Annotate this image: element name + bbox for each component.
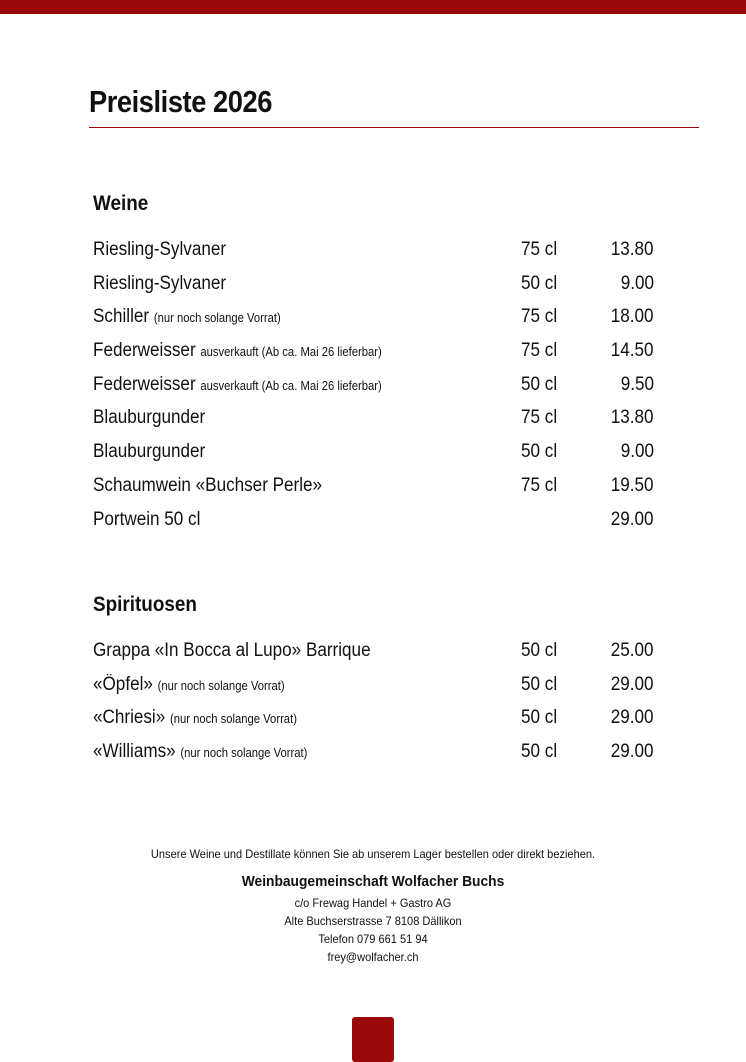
item-volume: 50 cl xyxy=(521,673,558,695)
item-name-text: Federweisser xyxy=(93,373,196,395)
item-name xyxy=(93,273,226,295)
price-row xyxy=(93,475,663,509)
footer-street-line: Alte Buchserstrasse 7 8108 Dällikon xyxy=(284,914,462,928)
item-note: (nur noch solange Vorrat) xyxy=(180,746,308,761)
item-name xyxy=(93,340,382,362)
price-row xyxy=(93,707,663,741)
item-name xyxy=(93,306,281,328)
price-row xyxy=(93,273,663,307)
item-name xyxy=(93,475,322,497)
item-name xyxy=(93,640,371,662)
item-note: (nur noch solange Vorrat) xyxy=(169,712,297,727)
item-volume: 50 cl xyxy=(521,373,558,395)
item-name-text: Schiller xyxy=(93,306,150,328)
item-volume: 50 cl xyxy=(521,640,558,661)
footer-company: Weinbaugemeinschaft Wolfacher Buchs xyxy=(241,873,505,890)
item-price: 14.50 xyxy=(611,340,654,362)
item-note: ausverkauft (Ab ca. Mai 26 lieferbar) xyxy=(200,378,382,393)
price-row xyxy=(93,239,663,273)
item-name xyxy=(93,509,200,531)
item-price: 19.50 xyxy=(611,474,654,496)
price-row xyxy=(93,340,663,374)
item-note: (nur noch solange Vorrat) xyxy=(153,311,281,326)
item-volume: 50 cl xyxy=(521,272,558,294)
price-row xyxy=(93,306,663,340)
item-note: ausverkauft (Ab ca. Mai 26 lieferbar) xyxy=(200,345,382,360)
price-row xyxy=(93,640,663,674)
item-price: 29.00 xyxy=(611,741,654,763)
footer-note: Unsere Weine und Destillate können Sie ab unserem Lager bestellen oder direkt beziehen. xyxy=(150,847,596,861)
price-row xyxy=(93,407,663,441)
item-name-text: Riesling-Sylvaner xyxy=(93,239,227,260)
item-price: 13.80 xyxy=(611,407,654,429)
item-price: 29.00 xyxy=(611,508,654,530)
footer-phone: Telefon 079 661 51 94 xyxy=(318,932,428,946)
item-name-text: Schaumwein «Buchser Perle» xyxy=(93,474,323,496)
top-accent-bar xyxy=(0,0,746,14)
item-name xyxy=(93,441,205,463)
item-name-text: Riesling-Sylvaner xyxy=(93,272,227,294)
weine-list xyxy=(93,239,663,542)
item-name-text: «Öpfel» xyxy=(93,673,153,695)
item-price: 29.00 xyxy=(611,707,654,729)
title-divider xyxy=(89,127,699,128)
item-name-text: «Williams» xyxy=(93,741,176,763)
price-row xyxy=(93,674,663,708)
item-price: 18.00 xyxy=(611,306,654,328)
item-volume: 50 cl xyxy=(521,441,558,463)
item-name xyxy=(93,374,382,396)
item-name-text: Federweisser xyxy=(93,340,196,362)
item-volume: 75 cl xyxy=(521,340,558,362)
section-heading-weine: Weine xyxy=(93,192,149,215)
item-price: 9.00 xyxy=(620,272,654,294)
item-name xyxy=(93,407,205,429)
item-volume: 50 cl xyxy=(521,707,558,729)
item-price: 29.00 xyxy=(611,673,654,695)
item-name-text: «Chriesi» xyxy=(93,707,166,729)
item-name-text: Portwein 50 cl xyxy=(93,508,201,530)
item-name xyxy=(93,707,297,729)
item-volume: 75 cl xyxy=(521,474,558,496)
footer-email: frey@wolfacher.ch xyxy=(327,950,419,964)
footer-address-line: c/o Frewag Handel + Gastro AG xyxy=(294,896,452,910)
item-name xyxy=(93,674,285,696)
item-name xyxy=(93,741,307,763)
item-note: (nur noch solange Vorrat) xyxy=(157,678,285,693)
spirituosen-list xyxy=(93,640,663,775)
price-row xyxy=(93,509,663,543)
item-price: 13.80 xyxy=(611,239,654,260)
page-marker-tab xyxy=(352,1017,394,1062)
item-name-text: Grappa «In Bocca al Lupo» Barrique xyxy=(93,640,371,661)
item-name xyxy=(93,239,226,261)
item-volume: 50 cl xyxy=(521,741,558,763)
item-volume: 75 cl xyxy=(521,306,558,328)
price-row xyxy=(93,374,663,408)
price-row xyxy=(93,441,663,475)
item-volume: 75 cl xyxy=(521,407,558,429)
price-row xyxy=(93,741,663,775)
item-price: 25.00 xyxy=(611,640,654,661)
item-price: 9.00 xyxy=(620,441,654,463)
item-name-text: Blauburgunder xyxy=(93,407,206,429)
item-name-text: Blauburgunder xyxy=(93,441,206,463)
section-heading-spirituosen: Spirituosen xyxy=(93,593,197,616)
item-price: 9.50 xyxy=(620,373,654,395)
item-volume: 75 cl xyxy=(521,239,558,260)
page-title: Preisliste 2026 xyxy=(89,84,272,119)
